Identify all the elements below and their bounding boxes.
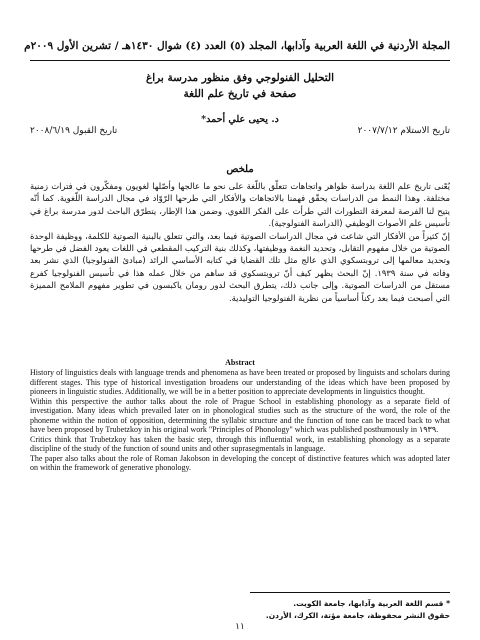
page-number: ١١ xyxy=(235,622,245,632)
header-rule xyxy=(30,60,450,61)
article-title: التحليل الفنولوجي وفق منظور مدرسة براغ xyxy=(145,72,335,84)
footnotes xyxy=(150,598,450,622)
abstract-paragraph: History of linguistics deals with language trends and phenomena as have been treated or proposed by linguists and scholars during different stages. This type of historical investigation broadens our understanding of the ideas which have been proposed by pioneers in linguistic studies. Additionally, we will be in a better position to appreciate developments in linguistics thought. xyxy=(30,368,450,397)
author-name: د. يحيى علي أحمد* xyxy=(201,114,279,125)
footnote-rule xyxy=(250,592,450,593)
received-date: تاريخ الاستلام ٢٠٠٧/٧/١٢ xyxy=(357,126,450,136)
accepted-date: تاريخ القبول ٢٠٠٨/٦/١٩ xyxy=(30,126,118,136)
copyright-footnote: حقوق النشر محفوظة، جامعة مؤتة، الكرك، الأردن. xyxy=(265,611,450,620)
journal-header: المجلة الأردنية في اللغة العربية وآدابها، المجلد (٥) العدد (٤) شوال ١٤٣٠هـ / تشرين الأول ٢٠٠٩م xyxy=(24,40,450,52)
abstract-paragraph: Critics think that Trubetzkoy has taken the basic step, through this influential work, in establishing phonology as a separate discipline of the study of the function of sound units and other suprasegmentals in language. xyxy=(30,434,450,454)
article-dates xyxy=(30,126,450,140)
abstract-paragraph: The paper also talks about the role of Roman Jakobson in developing the concept of distinctive features which was adopted later on within the framework of generative phonology. xyxy=(30,453,450,473)
article-subtitle: صفحة في تاريخ علم اللغة xyxy=(183,88,297,100)
arabic-summary-paragraph: يُعْنى تاريخ علم اللغة بدراسة ظواهر واتجاهات تتعلّق باللّغة على نحو ما عالجها وأصّلها لغويون ومفكّرون في فترات زمنية مختلفة. وهذا النمط من الدراسات يحقّق فهمنا بالاتجاهات والأفكار التي طرحها الرّوّاد في مجال الدراسة اللّغوية. كما أنّه يتيح لنا الفرصة لمعرفة التطورات التي طرأت على الفكر اللغوي. وضمن هذا الإطار، يتطرّق الباحث لدور مدرسة براغ في تأسيس علم الأصوات الوظيفي (الدراسة الفنولوجية). xyxy=(30,181,450,229)
english-abstract xyxy=(30,368,450,473)
abstract-heading: Abstract xyxy=(225,358,255,367)
arabic-summary xyxy=(30,180,450,304)
arabic-summary-heading: ملخص xyxy=(226,164,254,175)
author-affiliation-footnote: * قسم اللغة العربية وآدابها، جامعة الكويت. xyxy=(293,599,450,608)
arabic-summary-paragraph: إنّ كثيراً من الأفكار التي شاعت في مجال الدراسات الصوتية فيما بعد، والتي تتعلق بالبنية الصوتية للكلمة، ووظيفة الوحدة الصوتية من خلال مفهوم التقابل، وتحديد النغمة ووظيفتها، وكذلك بنية التركيب المقطعي في اللغات يعود الفضل في طرحها وتحديد معالمها إلى تروبتسكوي الذي عالج مثل تلك القضايا في كتابه الأساسي الرائد (مبادئ الفنولوجيا) الذي نشر بعد وفاته في سنة ١٩٣٩. إنّ البحث يظهر كيف أنّ تروبتسكوي قد ساهم من خلال عمله هذا في تأسيس الفنولوجيا كفرع مستقل من الدراسات الصوتية. وإلى جانب ذلك، يتطرق البحث لدور رومان ياكبسون في تطوير مفهوم الملامح المميزة التي أصبحت فيما بعد ركناً أساسياً من نظرية الفنولوجيا التوليدية. xyxy=(30,230,450,303)
abstract-paragraph: Within this perspective the author talks about the role of Prague School in establishing phonology as a separate field of investigation. Many ideas which prevailed later on in phonological studies such as the structure of the word, the role of the phoneme within the notion of opposition, determining the syllabic structure and the function of tone can be traced back to what have been proposed by Trubetzkoy in his original work "Principles of Phonology" which was published posthumously in ١٩٣٩. xyxy=(30,396,450,435)
